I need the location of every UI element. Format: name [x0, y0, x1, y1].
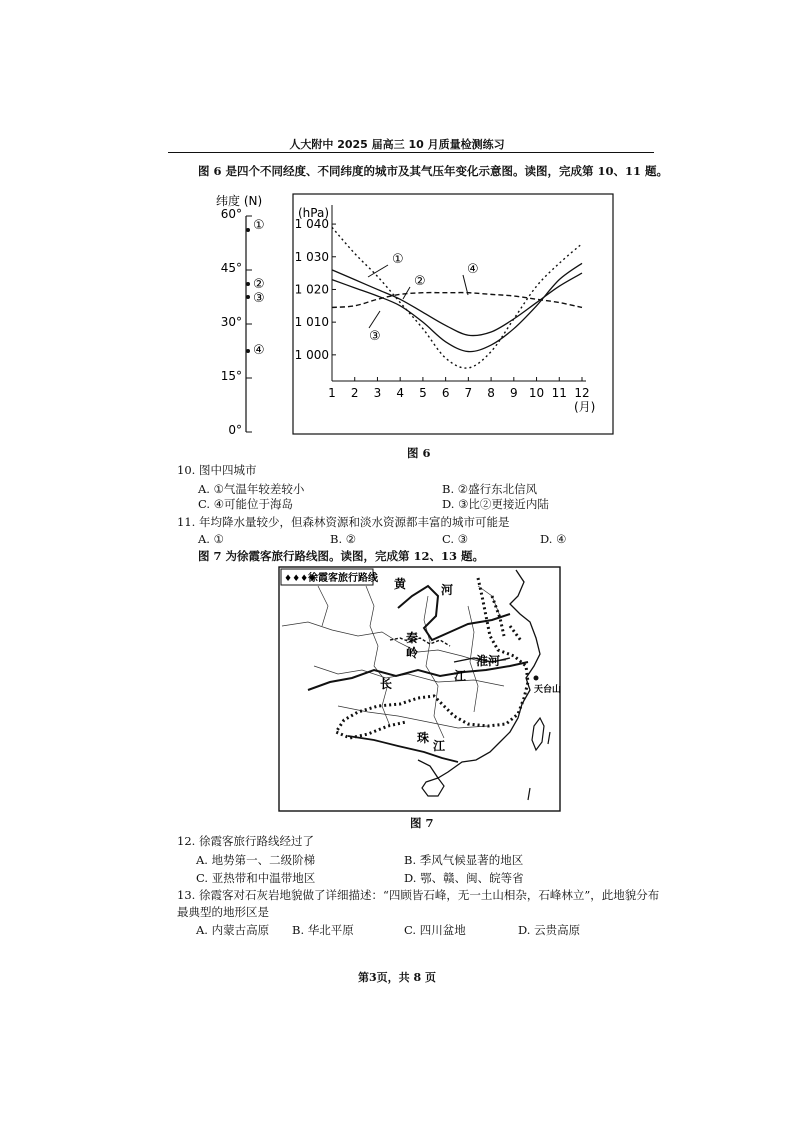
- q10-stem: 10. 图中四城市: [177, 463, 257, 477]
- fig6-caption: 图 6: [407, 446, 431, 460]
- fig7-caption: 图 7: [410, 816, 434, 830]
- x-tick-label: 3: [373, 386, 382, 400]
- route-marker-icon: ♦♦♦♦: [284, 574, 317, 584]
- q12-option-a: A. 地势第一、二级阶梯: [196, 853, 316, 867]
- label-leader-line: [369, 311, 380, 328]
- q13-stem-line2: 最典型的地形区是: [177, 905, 269, 919]
- q10-option-c: C. ④可能位于海岛: [198, 497, 294, 511]
- y-tick-label: 1 010: [294, 315, 329, 330]
- map-label-ling: 岭: [406, 646, 419, 660]
- header-divider: [168, 152, 654, 153]
- label-leader-line: [368, 265, 388, 277]
- city-marker: ③: [253, 291, 265, 306]
- x-tick-label: 2: [350, 386, 359, 400]
- map-label-jiang2: 江: [433, 739, 446, 753]
- series-label: ②: [414, 274, 426, 289]
- legend-label: 徐霞客旅行路线: [308, 573, 378, 584]
- x-axis-unit: (月): [574, 400, 596, 414]
- x-tick-label: 5: [419, 386, 427, 400]
- x-tick-label: 4: [396, 386, 405, 400]
- q10-option-b: B. ②盛行东北信风: [442, 482, 538, 496]
- q11-option-c: C. ③: [442, 532, 469, 546]
- pressure-chart: [292, 193, 614, 435]
- label-leader-line: [463, 275, 468, 295]
- city-marker: ④: [253, 343, 265, 358]
- series-line-3: [332, 227, 582, 368]
- city-marker: ②: [253, 277, 265, 292]
- lat-tick: 45°: [220, 261, 242, 275]
- fig7-intro: 图 7 为徐霞客旅行路线图。读图，完成第 12、13 题。: [198, 549, 485, 563]
- q13-option-d: D. 云贵高原: [518, 923, 581, 937]
- x-tick-label: 1: [328, 386, 336, 400]
- city-marker: ①: [253, 218, 265, 233]
- map-label-chang: 长: [380, 677, 393, 691]
- fig6-intro: 图 6 是四个不同经度、不同纬度的城市及其气压年变化示意图。读图，完成第 10、11 题。: [198, 164, 669, 178]
- y-tick-label: 1 020: [294, 282, 329, 297]
- y-tick-label: 1 040: [294, 217, 329, 232]
- q11-option-a: A. ①: [198, 532, 224, 546]
- x-tick-label: 12: [574, 386, 590, 400]
- map-label-he: 河: [441, 583, 454, 597]
- map-label-huang: 黄: [394, 577, 407, 591]
- map-label-jiang: 江: [454, 669, 467, 683]
- q12-option-d: D. 鄂、赣、闽、皖等省: [404, 871, 524, 885]
- q13-option-a: A. 内蒙古高原: [196, 923, 270, 937]
- series-label: ④: [467, 262, 479, 277]
- q13-option-c: C. 四川盆地: [404, 923, 466, 937]
- series-line-4: [332, 293, 582, 308]
- map-label-qin: 秦: [406, 631, 419, 645]
- q13-stem-line1: 13. 徐霞客对石灰岩地貌做了详细描述：“四顾皆石峰，无一土山相杂，石峰林立”，此地貌分布: [177, 888, 660, 902]
- tiantai-mountain-icon: [534, 676, 539, 681]
- lat-tick: 60°: [220, 207, 242, 221]
- y-tick-label: 1 000: [294, 347, 329, 362]
- map-label-zhu: 珠: [417, 731, 430, 745]
- q12-stem: 12. 徐霞客旅行路线经过了: [177, 834, 314, 848]
- series-label: ①: [392, 252, 404, 267]
- q11-option-d: D. ④: [540, 532, 567, 546]
- x-tick-label: 10: [528, 386, 545, 400]
- x-tick-label: 9: [509, 386, 518, 400]
- travel-route-map: [278, 566, 561, 812]
- q11-stem: 11. 年均降水量较少，但森林资源和淡水资源都丰富的城市可能是: [177, 515, 510, 529]
- exam-header: 人大附中 2025 届高三 10 月质量检测练习: [289, 138, 505, 151]
- y-axis-unit: (hPa): [298, 206, 330, 220]
- q10-option-d: D. ③比②更接近内陆: [442, 497, 549, 511]
- x-tick-label: 11: [551, 386, 567, 400]
- latitude-axis: [206, 186, 290, 448]
- map-label-huaihe: 淮河: [476, 654, 501, 668]
- map-label-tiantaishan: 天台山: [534, 685, 561, 695]
- y-tick-label: 1 030: [294, 249, 329, 264]
- x-tick-label: 7: [464, 386, 473, 400]
- q13-option-b: B. 华北平原: [292, 923, 354, 937]
- q12-option-b: B. 季风气候显著的地区: [404, 853, 524, 867]
- label-leader-line: [403, 287, 410, 299]
- q12-option-c: C. 亚热带和中温带地区: [196, 871, 316, 885]
- lat-tick: 15°: [220, 369, 242, 383]
- x-tick-label: 6: [441, 386, 450, 400]
- x-tick-label: 8: [487, 386, 495, 400]
- lat-tick: 30°: [220, 315, 242, 329]
- q11-option-b: B. ②: [330, 532, 357, 546]
- q10-option-a: A. ①气温年较差较小: [198, 482, 305, 496]
- lat-tick: 0°: [228, 423, 242, 437]
- series-label: ③: [369, 329, 381, 344]
- page-footer: 第3页，共 8 页: [358, 971, 436, 984]
- series-line-1: [332, 270, 582, 336]
- latitude-axis-title: 纬度 (N): [216, 194, 263, 208]
